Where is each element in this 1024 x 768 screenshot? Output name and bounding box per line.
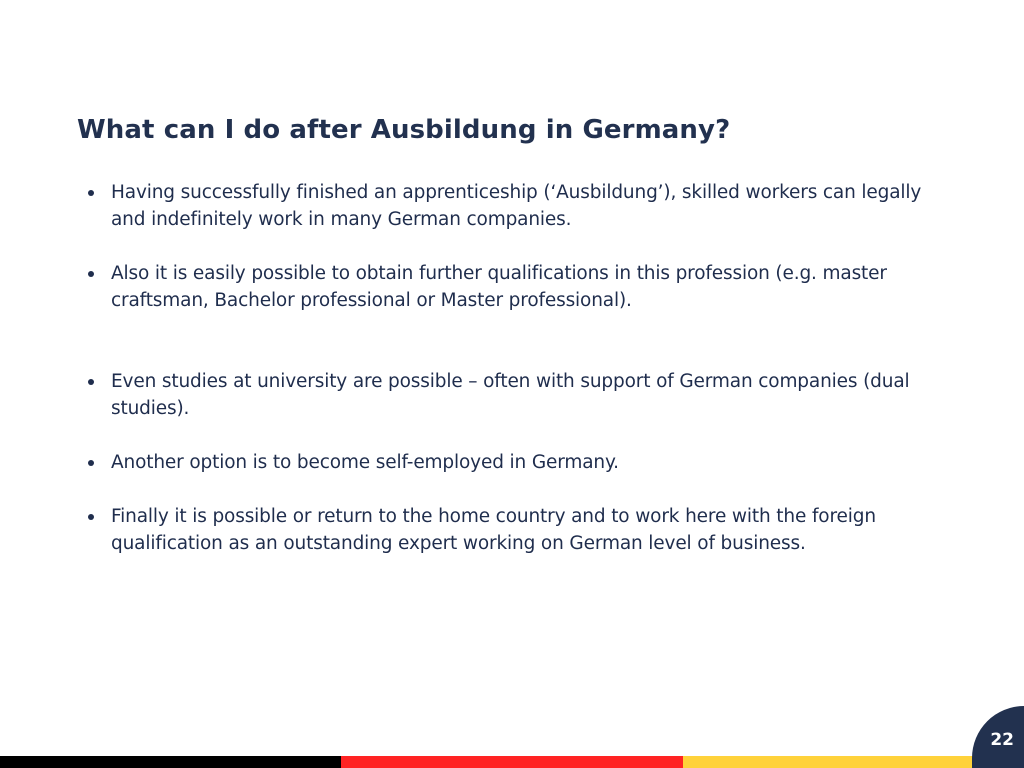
bullet-dot-icon xyxy=(88,379,94,385)
slide-title: What can I do after Ausbildung in Germany? xyxy=(77,115,731,145)
bullet-text: Having successfully finished an apprenticeship (‘Ausbildung’), skilled workers can legally and indefinitely work in many German companies. xyxy=(111,182,922,230)
bullet-item xyxy=(88,503,948,557)
page-number-badge xyxy=(972,706,1024,768)
bullet-text: Finally it is possible or return to the home country and to work here with the foreign qualification as an outstanding expert working on German level of business. xyxy=(111,506,876,554)
bullet-dot-icon xyxy=(88,190,94,196)
bullet-item xyxy=(88,449,948,476)
bullet-item xyxy=(88,179,948,233)
bullet-text: Another option is to become self-employed in Germany. xyxy=(111,452,619,473)
bullet-dot-icon xyxy=(88,514,94,520)
page-number: 22 xyxy=(990,730,1014,750)
flag-red-segment xyxy=(341,756,682,768)
bullet-dot-icon xyxy=(88,271,94,277)
flag-black-segment xyxy=(0,756,341,768)
bullet-dot-icon xyxy=(88,460,94,466)
bullet-text: Also it is easily possible to obtain further qualifications in this profession (e.g. master craftsman, Bachelor professional or Master professional). xyxy=(111,263,887,311)
bullet-item xyxy=(88,368,948,422)
bullet-text: Even studies at university are possible – often with support of German companies (dual studies). xyxy=(111,371,910,419)
bullet-item xyxy=(88,260,948,314)
flag-color-bar xyxy=(0,756,1024,768)
